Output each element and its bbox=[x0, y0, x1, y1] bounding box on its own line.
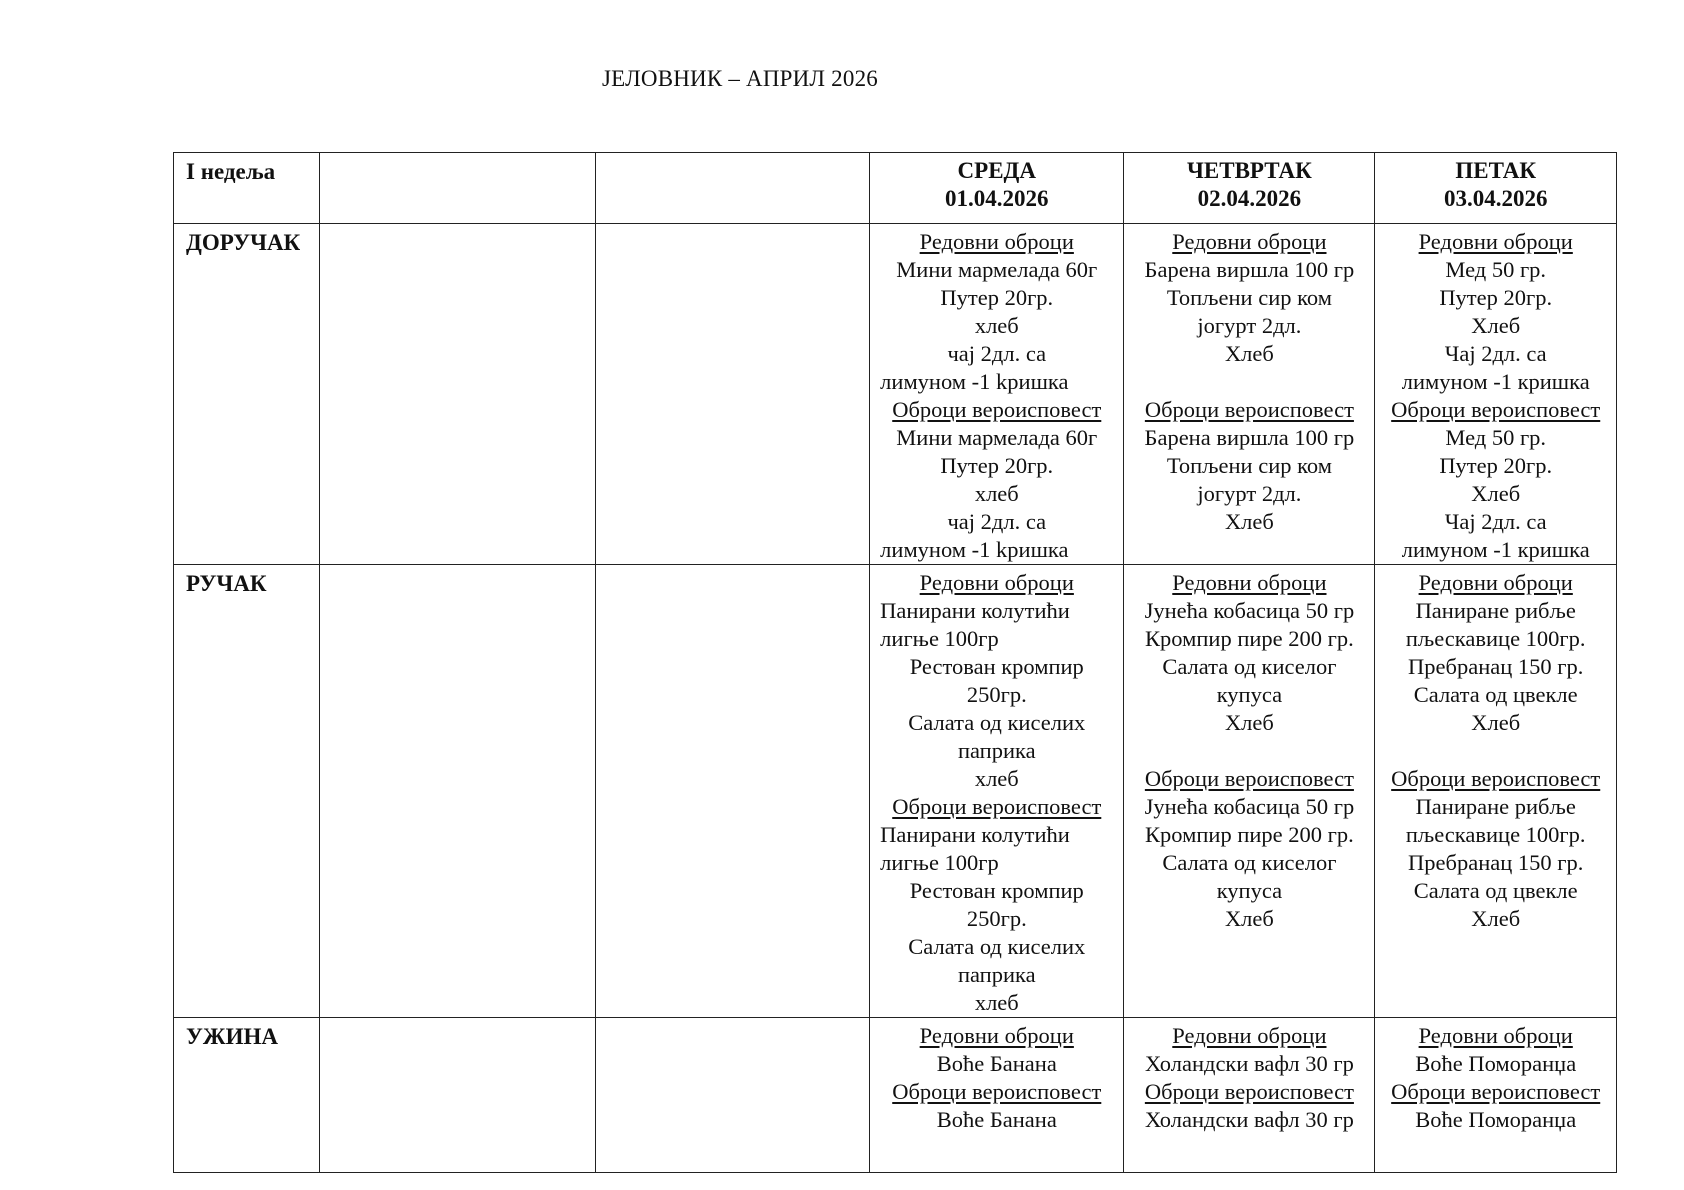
section-religious: Оброци вероисповест bbox=[1144, 1079, 1354, 1104]
section-religious: Оброци вероисповест bbox=[892, 794, 1102, 819]
menu-item: Салата од цвекле bbox=[1413, 878, 1578, 903]
menu-item: Чај 2дл. са bbox=[1444, 341, 1547, 366]
section-religious: Оброци вероисповест bbox=[1391, 1079, 1601, 1104]
menu-item: лимуном -1 kришка bbox=[880, 537, 1069, 562]
menu-item: купуса bbox=[1216, 878, 1283, 903]
menu-item: 250гр. bbox=[966, 906, 1027, 931]
snack-wednesday bbox=[870, 1018, 1124, 1173]
section-religious: Оброци вероисповест bbox=[1391, 397, 1601, 422]
menu-item: јогурт 2дл. bbox=[1197, 313, 1302, 338]
section-regular: Редовни оброци bbox=[1172, 1023, 1327, 1048]
menu-item: Паниране рибље bbox=[1415, 794, 1576, 819]
menu-item: Мини мармелада 60г bbox=[896, 257, 1098, 282]
empty-cell bbox=[319, 565, 595, 1018]
menu-item: чај 2дл. са bbox=[947, 509, 1047, 534]
meal-label-breakfast: ДОРУЧАК bbox=[174, 224, 320, 565]
menu-item: Мед 50 гр. bbox=[1445, 425, 1547, 450]
breakfast-row bbox=[174, 224, 1617, 565]
section-regular: Редовни оброци bbox=[1418, 229, 1573, 254]
header-row bbox=[174, 153, 1617, 224]
menu-item: Салата од киселог bbox=[1162, 850, 1337, 875]
menu-item: лимуном -1 кришка bbox=[1401, 537, 1590, 562]
section-regular: Редовни оброци bbox=[919, 229, 1074, 254]
empty-cell bbox=[595, 1018, 869, 1173]
menu-item: Путер 20гр. bbox=[1439, 285, 1553, 310]
menu-item: лигње 100гр bbox=[880, 626, 999, 651]
spacer bbox=[1124, 368, 1374, 396]
menu-item: јогурт 2дл. bbox=[1197, 481, 1302, 506]
breakfast-wednesday bbox=[870, 224, 1124, 565]
menu-item: Паниране рибље bbox=[1415, 598, 1576, 623]
menu-item: лимуном -1 kришка bbox=[880, 369, 1069, 394]
empty-cell bbox=[319, 153, 595, 224]
empty-cell bbox=[595, 224, 869, 565]
menu-item: хлеб bbox=[974, 481, 1019, 506]
menu-item: хлеб bbox=[974, 313, 1019, 338]
menu-item: Панирани колутићи bbox=[880, 822, 1070, 847]
menu-item: Кромпир пире 200 гр. bbox=[1145, 626, 1354, 651]
menu-item: лигње 100гр bbox=[880, 850, 999, 875]
lunch-thursday bbox=[1124, 565, 1375, 1018]
menu-item: Хлеб bbox=[1471, 481, 1521, 506]
menu-item: Салата од киселих bbox=[908, 710, 1086, 735]
menu-item: Воће Поморанџа bbox=[1415, 1051, 1577, 1076]
menu-item: Хлеб bbox=[1471, 313, 1521, 338]
empty-cell bbox=[595, 565, 869, 1018]
menu-item: Чај 2дл. са bbox=[1444, 509, 1547, 534]
menu-item: Топљени сир ком bbox=[1166, 453, 1332, 478]
day-header-wednesday bbox=[870, 153, 1124, 224]
section-regular: Редовни оброци bbox=[919, 1023, 1074, 1048]
menu-item: Барена виршла 100 гр bbox=[1144, 257, 1355, 282]
menu-item: Холандски вафл 30 гр bbox=[1144, 1107, 1354, 1132]
empty-cell bbox=[319, 1018, 595, 1173]
menu-table bbox=[173, 152, 1617, 1173]
menu-item: Мед 50 гр. bbox=[1445, 257, 1547, 282]
day-name: ПЕТАК bbox=[1455, 158, 1537, 183]
day-header-friday bbox=[1375, 153, 1617, 224]
section-regular: Редовни оброци bbox=[1418, 570, 1573, 595]
menu-item: Путер 20гр. bbox=[940, 285, 1054, 310]
menu-item: Пребранац 150 гр. bbox=[1408, 654, 1584, 679]
section-regular: Редовни оброци bbox=[1418, 1023, 1573, 1048]
menu-item: Мини мармелада 60г bbox=[896, 425, 1098, 450]
day-name: ЧЕТВРТАК bbox=[1187, 158, 1312, 183]
menu-item: Кромпир пире 200 гр. bbox=[1145, 822, 1354, 847]
empty-cell bbox=[319, 224, 595, 565]
section-religious: Оброци вероисповест bbox=[1391, 766, 1601, 791]
section-regular: Редовни оброци bbox=[1172, 229, 1327, 254]
menu-item: Хлеб bbox=[1224, 509, 1274, 534]
day-date: 01.04.2026 bbox=[945, 186, 1049, 211]
menu-item: Рестован кромпир bbox=[909, 654, 1084, 679]
section-religious: Оброци вероисповест bbox=[892, 1079, 1102, 1104]
lunch-friday bbox=[1375, 565, 1617, 1018]
spacer bbox=[1375, 737, 1616, 765]
menu-item: Хлеб bbox=[1224, 710, 1274, 735]
menu-item: чај 2дл. са bbox=[947, 341, 1047, 366]
menu-item: Путер 20гр. bbox=[940, 453, 1054, 478]
meal-label-lunch: РУЧАК bbox=[174, 565, 320, 1018]
empty-cell bbox=[595, 153, 869, 224]
menu-item: Воће Поморанџа bbox=[1415, 1107, 1577, 1132]
menu-item: хлеб bbox=[974, 990, 1019, 1015]
menu-item: Хлеб bbox=[1471, 710, 1521, 735]
menu-item: Јунећа кобасица 50 гр bbox=[1144, 598, 1355, 623]
menu-item: купуса bbox=[1216, 682, 1283, 707]
menu-item: Салата од киселих bbox=[908, 934, 1086, 959]
menu-item: паприка bbox=[957, 738, 1036, 763]
snack-row bbox=[174, 1018, 1617, 1173]
menu-item: Воће Банана bbox=[936, 1107, 1057, 1132]
menu-item: пљескавице 100гр. bbox=[1405, 822, 1586, 847]
spacer bbox=[1124, 737, 1374, 765]
lunch-row bbox=[174, 565, 1617, 1018]
day-header-thursday bbox=[1124, 153, 1375, 224]
menu-item: паприка bbox=[957, 962, 1036, 987]
menu-item: Барена виршла 100 гр bbox=[1144, 425, 1355, 450]
menu-item: Хлеб bbox=[1224, 906, 1274, 931]
snack-thursday bbox=[1124, 1018, 1375, 1173]
menu-item: Рестован кромпир bbox=[909, 878, 1084, 903]
section-regular: Редовни оброци bbox=[919, 570, 1074, 595]
meal-label-snack: УЖИНА bbox=[174, 1018, 320, 1173]
page-title: ЈЕЛОВНИК – АПРИЛ 2026 bbox=[602, 66, 878, 91]
lunch-wednesday bbox=[870, 565, 1124, 1018]
section-religious: Оброци вероисповест bbox=[1144, 397, 1354, 422]
day-name: СРЕДА bbox=[957, 158, 1036, 183]
day-date: 03.04.2026 bbox=[1443, 186, 1548, 211]
menu-item: лимуном -1 кришка bbox=[1401, 369, 1590, 394]
section-regular: Редовни оброци bbox=[1172, 570, 1327, 595]
menu-item: 250гр. bbox=[966, 682, 1027, 707]
menu-item: Пребранац 150 гр. bbox=[1408, 850, 1584, 875]
menu-item: Панирани колутићи bbox=[880, 598, 1070, 623]
section-religious: Оброци вероисповест bbox=[1144, 766, 1354, 791]
snack-friday bbox=[1375, 1018, 1617, 1173]
menu-item: Топљени сир ком bbox=[1166, 285, 1332, 310]
menu-item: хлеб bbox=[974, 766, 1019, 791]
menu-item: Воће Банана bbox=[936, 1051, 1057, 1076]
menu-item: Јунећа кобасица 50 гр bbox=[1144, 794, 1355, 819]
menu-item: Холандски вафл 30 гр bbox=[1144, 1051, 1354, 1076]
week-label: I недеља bbox=[174, 153, 320, 224]
menu-item: Салата од цвекле bbox=[1413, 682, 1578, 707]
menu-item: пљескавице 100гр. bbox=[1405, 626, 1586, 651]
menu-item: Хлеб bbox=[1224, 341, 1274, 366]
breakfast-thursday bbox=[1124, 224, 1375, 565]
section-religious: Оброци вероисповест bbox=[892, 397, 1102, 422]
menu-item: Хлеб bbox=[1471, 906, 1521, 931]
breakfast-friday bbox=[1375, 224, 1617, 565]
day-date: 02.04.2026 bbox=[1197, 186, 1302, 211]
menu-item: Салата од киселог bbox=[1162, 654, 1337, 679]
menu-item: Путер 20гр. bbox=[1439, 453, 1553, 478]
